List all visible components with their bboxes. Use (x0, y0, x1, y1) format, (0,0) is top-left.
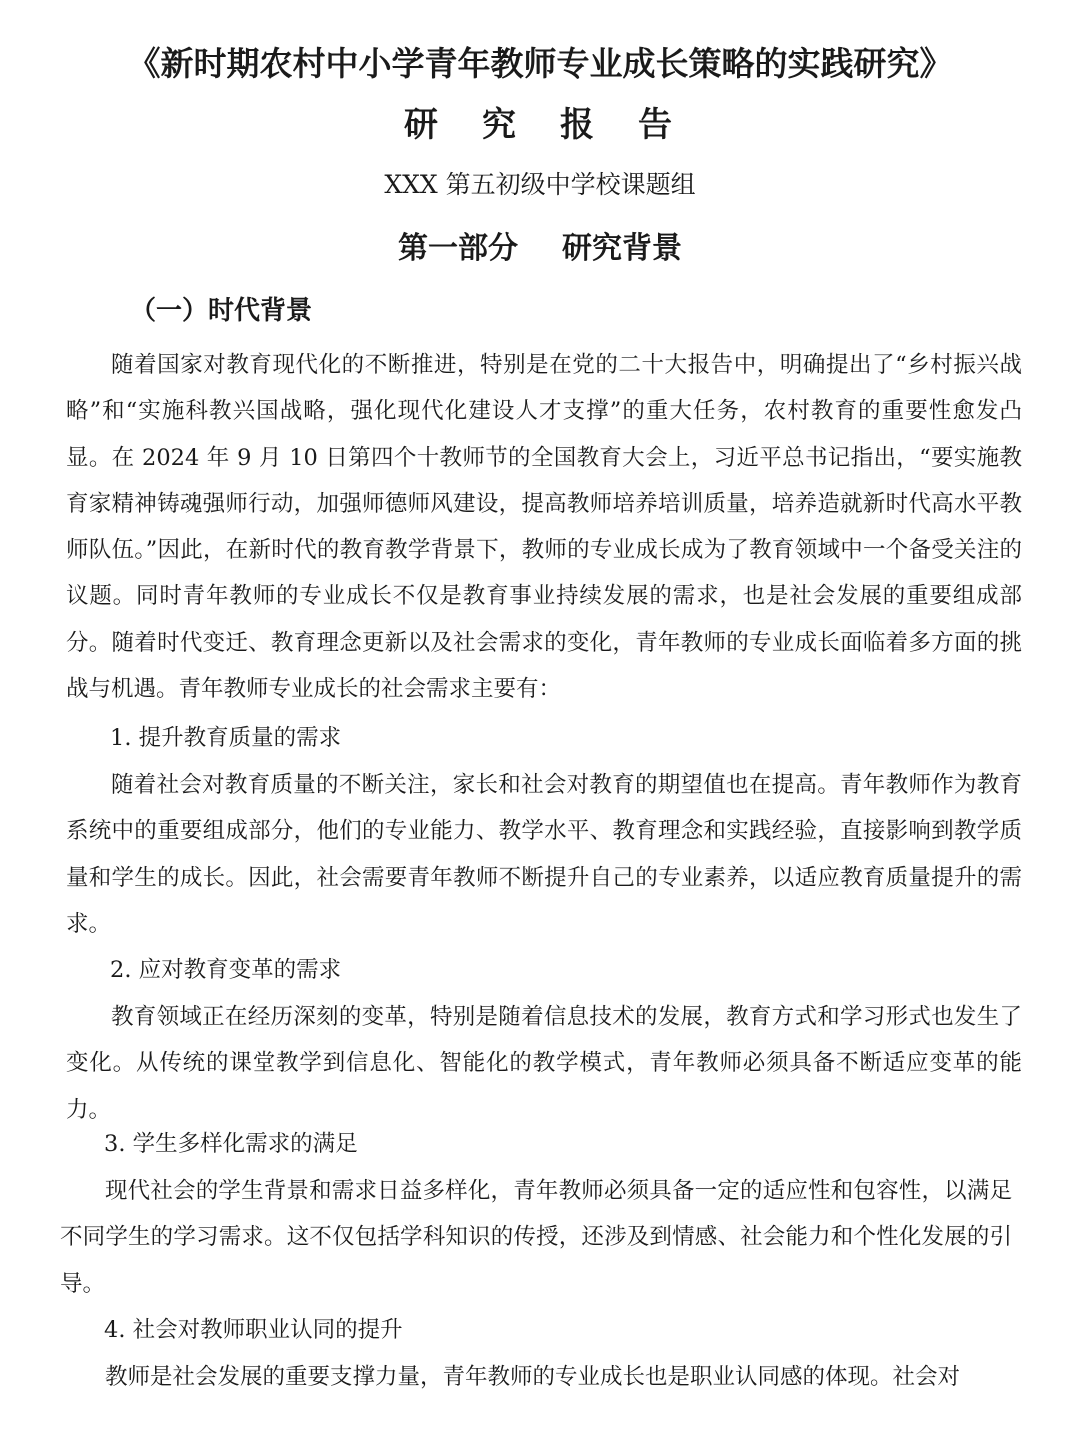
research-group: XXX 第五初级中学校课题组 (384, 170, 696, 199)
part-title: 研究背景 (562, 231, 682, 266)
section-heading: （一）时代背景 (130, 296, 313, 326)
list-item-heading: 3. 学生多样化需求的满足 (104, 1131, 358, 1157)
report-subtitle: 研究报告 (404, 105, 716, 145)
paragraph-reform: 教育领域正在经历深刻的变革，特别是随着信息技术的发展，教育方式和学习形式也发生了变化。从传统的课堂教学到信息化、智能化的教学模式，青年教师必须具备不断适应变革的能力。 (66, 1004, 1022, 1123)
part-label: 第一部分 (398, 231, 518, 266)
part-heading (0, 226, 1080, 272)
paragraph-recognition: 教师是社会发展的重要支撑力量，青年教师的专业成长也是职业认同感的体现。社会对 (105, 1364, 961, 1390)
paragraph-background: 随着国家对教育现代化的不断推进，特别是在党的二十大报告中，明确提出了“乡村振兴战略”和“实施科教兴国战略，强化现代化建设人才支撑”的重大任务，农村教育的重要性愈发凸显。在 2024 年 9 月 10 日第四个十教师节的全国教育大会上，习近平总书记指出，“要实施教育家精神铸魂强师行动，加强师德师风建设，提高教师培养培训质量，培养造就新时代高水平教师队伍。”因此，在新时代的教育教学背景下，教师的专业成长成为了教育领域中一个备受关注的议题。同时青年教师的专业成长不仅是教育事业持续发展的需求，也是社会发展的重要组成部分。随着时代变迁、教育理念更新以及社会需求的变化，青年教师的专业成长面临着多方面的挑战与机遇。青年教师专业成长的社会需求主要有： (66, 352, 1022, 703)
list-item-heading: 1. 提升教育质量的需求 (110, 725, 342, 751)
list-item-heading: 4. 社会对教师职业认同的提升 (104, 1317, 403, 1343)
paragraph-quality: 随着社会对教育质量的不断关注，家长和社会对教育的期望值也在提高。青年教师作为教育系统中的重要组成部分，他们的专业能力、教学水平、教育理念和实践经验，直接影响到教学质量和学生的成长。因此，社会需要青年教师不断提升自己的专业素养，以适应教育质量提升的需求。 (66, 772, 1022, 937)
paragraph-diversity: 现代社会的学生背景和需求日益多样化，青年教师必须具备一定的适应性和包容性，以满足不同学生的学习需求。这不仅包括学科知识的传授，还涉及到情感、社会能力和个性化发展的引导。 (60, 1178, 1012, 1297)
list-item-heading: 2. 应对教育变革的需求 (110, 957, 342, 983)
report-title: 《新时期农村中小学青年教师专业成长策略的实践研究》 (127, 44, 953, 83)
